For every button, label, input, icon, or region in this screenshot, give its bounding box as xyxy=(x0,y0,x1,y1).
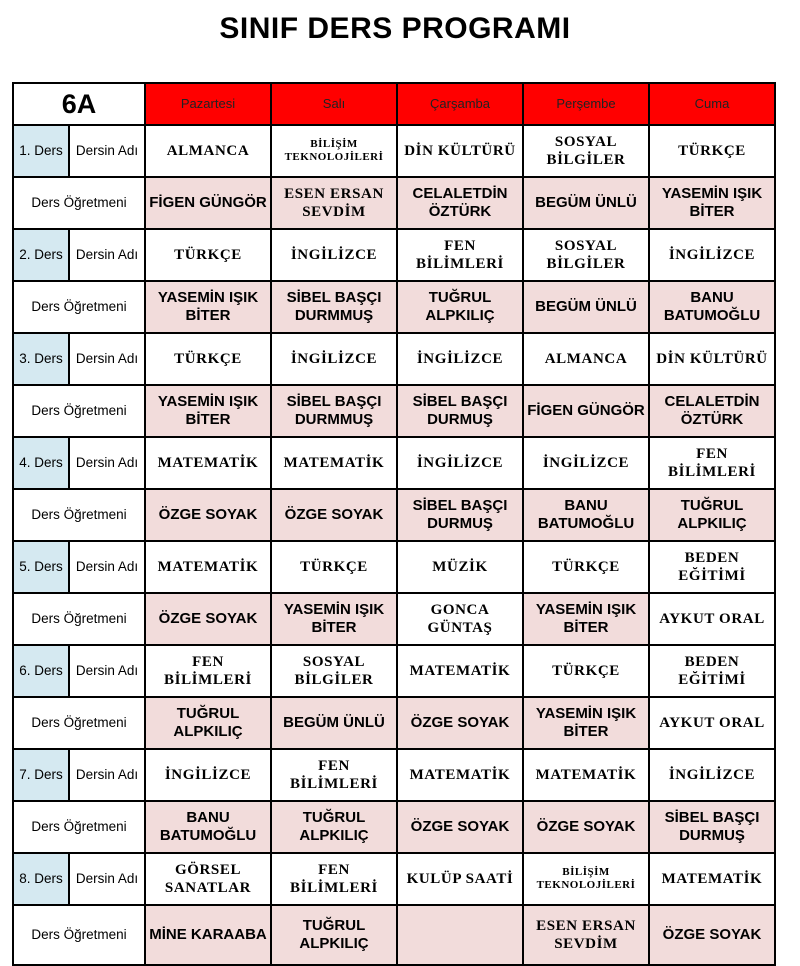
subject-cell: ALMANCA xyxy=(523,333,649,385)
teacher-cell: BEGÜM ÜNLÜ xyxy=(271,697,397,749)
teacher-cell: BANU BATUMOĞLU xyxy=(523,489,649,541)
lesson-number: 8. Ders xyxy=(13,853,69,905)
subject-cell: MATEMATİK xyxy=(649,853,775,905)
teacher-cell: SİBEL BAŞÇI DURMUŞ xyxy=(397,385,523,437)
teacher-cell: BEGÜM ÜNLÜ xyxy=(523,177,649,229)
subject-cell: MATEMATİK xyxy=(397,645,523,697)
day-header-tuesday: Salı xyxy=(271,83,397,125)
teacher-cell: TUĞRUL ALPKILIÇ xyxy=(271,905,397,965)
teacher-cell: ÖZGE SOYAK xyxy=(271,489,397,541)
teacher-cell xyxy=(397,905,523,965)
subject-cell: SOSYAL BİLGİLER xyxy=(271,645,397,697)
lesson-number: 2. Ders xyxy=(13,229,69,281)
lesson-subject-row xyxy=(13,229,775,281)
lesson-subject-row xyxy=(13,541,775,593)
class-name: 6A xyxy=(13,83,145,125)
teacher-cell: SİBEL BAŞÇI DURMMUŞ xyxy=(271,385,397,437)
lesson-number: 3. Ders xyxy=(13,333,69,385)
lesson-teacher-row xyxy=(13,593,775,645)
teacher-cell: FİGEN GÜNGÖR xyxy=(145,177,271,229)
teacher-label: Ders Öğretmeni xyxy=(13,385,145,437)
subject-cell: TÜRKÇE xyxy=(145,229,271,281)
header-row xyxy=(13,83,775,125)
teacher-cell: ÖZGE SOYAK xyxy=(397,801,523,853)
subject-cell: FEN BİLİMLERİ xyxy=(397,229,523,281)
teacher-cell: SİBEL BAŞÇI DURMUŞ xyxy=(649,801,775,853)
teacher-cell: AYKUT ORAL xyxy=(649,593,775,645)
teacher-cell: YASEMİN IŞIK BİTER xyxy=(649,177,775,229)
subject-label: Dersin Adı xyxy=(69,437,145,489)
teacher-cell: ÖZGE SOYAK xyxy=(145,489,271,541)
teacher-label: Ders Öğretmeni xyxy=(13,489,145,541)
lesson-teacher-row xyxy=(13,177,775,229)
lesson-subject-row xyxy=(13,333,775,385)
subject-cell: BİLİŞİM TEKNOLOJİLERİ xyxy=(523,853,649,905)
page-title: SINIF DERS PROGRAMI xyxy=(219,12,571,45)
subject-cell: BEDEN EĞİTİMİ xyxy=(649,541,775,593)
subject-cell: SOSYAL BİLGİLER xyxy=(523,125,649,177)
subject-cell: BEDEN EĞİTİMİ xyxy=(649,645,775,697)
teacher-label: Ders Öğretmeni xyxy=(13,281,145,333)
subject-cell: FEN BİLİMLERİ xyxy=(145,645,271,697)
teacher-cell: ESEN ERSAN SEVDİM xyxy=(271,177,397,229)
subject-label: Dersin Adı xyxy=(69,749,145,801)
teacher-cell: CELALETDİN ÖZTÜRK xyxy=(397,177,523,229)
teacher-label: Ders Öğretmeni xyxy=(13,177,145,229)
teacher-cell: BEGÜM ÜNLÜ xyxy=(523,281,649,333)
subject-cell: MATEMATİK xyxy=(523,749,649,801)
lesson-teacher-row xyxy=(13,801,775,853)
teacher-cell: YASEMİN IŞIK BİTER xyxy=(271,593,397,645)
lesson-subject-row xyxy=(13,437,775,489)
subject-cell: GÖRSEL SANATLAR xyxy=(145,853,271,905)
day-header-wednesday: Çarşamba xyxy=(397,83,523,125)
subject-cell: TÜRKÇE xyxy=(145,333,271,385)
lesson-teacher-row xyxy=(13,489,775,541)
lesson-subject-row xyxy=(13,853,775,905)
subject-cell: İNGİLİZCE xyxy=(523,437,649,489)
subject-cell: TÜRKÇE xyxy=(271,541,397,593)
subject-cell: İNGİLİZCE xyxy=(649,229,775,281)
subject-cell: TÜRKÇE xyxy=(523,645,649,697)
subject-cell: FEN BİLİMLERİ xyxy=(271,853,397,905)
subject-label: Dersin Adı xyxy=(69,333,145,385)
teacher-cell: AYKUT ORAL xyxy=(649,697,775,749)
lesson-number: 6. Ders xyxy=(13,645,69,697)
subject-cell: TÜRKÇE xyxy=(523,541,649,593)
lesson-subject-row xyxy=(13,645,775,697)
teacher-cell: BANU BATUMOĞLU xyxy=(649,281,775,333)
subject-cell: MÜZİK xyxy=(397,541,523,593)
subject-cell: FEN BİLİMLERİ xyxy=(649,437,775,489)
subject-cell: FEN BİLİMLERİ xyxy=(271,749,397,801)
subject-cell: İNGİLİZCE xyxy=(397,333,523,385)
subject-cell: MATEMATİK xyxy=(271,437,397,489)
teacher-cell: BANU BATUMOĞLU xyxy=(145,801,271,853)
teacher-cell: FİGEN GÜNGÖR xyxy=(523,385,649,437)
subject-cell: DİN KÜLTÜRÜ xyxy=(397,125,523,177)
subject-cell: DİN KÜLTÜRÜ xyxy=(649,333,775,385)
lesson-teacher-row xyxy=(13,385,775,437)
lesson-subject-row xyxy=(13,749,775,801)
teacher-cell: ÖZGE SOYAK xyxy=(649,905,775,965)
subject-label: Dersin Adı xyxy=(69,125,145,177)
teacher-cell: TUĞRUL ALPKILIÇ xyxy=(145,697,271,749)
teacher-cell: SİBEL BAŞÇI DURMMUŞ xyxy=(271,281,397,333)
subject-cell: BİLİŞİM TEKNOLOJİLERİ xyxy=(271,125,397,177)
subject-cell: TÜRKÇE xyxy=(649,125,775,177)
teacher-cell: ÖZGE SOYAK xyxy=(523,801,649,853)
lesson-teacher-row xyxy=(13,697,775,749)
lesson-subject-row xyxy=(13,125,775,177)
lesson-number: 1. Ders xyxy=(13,125,69,177)
teacher-cell: ESEN ERSAN SEVDİM xyxy=(523,905,649,965)
day-header-thursday: Perşembe xyxy=(523,83,649,125)
subject-cell: ALMANCA xyxy=(145,125,271,177)
teacher-cell: MİNE KARAABA xyxy=(145,905,271,965)
subject-cell: İNGİLİZCE xyxy=(271,229,397,281)
subject-cell: İNGİLİZCE xyxy=(649,749,775,801)
lesson-number: 4. Ders xyxy=(13,437,69,489)
teacher-cell: YASEMİN IŞIK BİTER xyxy=(145,281,271,333)
teacher-cell: SİBEL BAŞÇI DURMUŞ xyxy=(397,489,523,541)
teacher-cell: YASEMİN IŞIK BİTER xyxy=(145,385,271,437)
teacher-cell: CELALETDİN ÖZTÜRK xyxy=(649,385,775,437)
teacher-label: Ders Öğretmeni xyxy=(13,905,145,965)
teacher-cell: GONCA GÜNTAŞ xyxy=(397,593,523,645)
lesson-number: 7. Ders xyxy=(13,749,69,801)
subject-label: Dersin Adı xyxy=(69,541,145,593)
subject-label: Dersin Adı xyxy=(69,229,145,281)
lesson-number: 5. Ders xyxy=(13,541,69,593)
teacher-cell: YASEMİN IŞIK BİTER xyxy=(523,697,649,749)
schedule-table xyxy=(12,82,776,966)
teacher-label: Ders Öğretmeni xyxy=(13,697,145,749)
subject-cell: MATEMATİK xyxy=(397,749,523,801)
subject-cell: KULÜP SAATİ xyxy=(397,853,523,905)
subject-cell: SOSYAL BİLGİLER xyxy=(523,229,649,281)
lesson-teacher-row xyxy=(13,281,775,333)
subject-cell: MATEMATİK xyxy=(145,541,271,593)
teacher-label: Ders Öğretmeni xyxy=(13,593,145,645)
subject-cell: İNGİLİZCE xyxy=(271,333,397,385)
lesson-teacher-row xyxy=(13,905,775,965)
subject-cell: İNGİLİZCE xyxy=(397,437,523,489)
subject-label: Dersin Adı xyxy=(69,853,145,905)
teacher-label: Ders Öğretmeni xyxy=(13,801,145,853)
teacher-cell: TUĞRUL ALPKILIÇ xyxy=(271,801,397,853)
teacher-cell: ÖZGE SOYAK xyxy=(145,593,271,645)
teacher-cell: ÖZGE SOYAK xyxy=(397,697,523,749)
teacher-cell: YASEMİN IŞIK BİTER xyxy=(523,593,649,645)
subject-cell: İNGİLİZCE xyxy=(145,749,271,801)
teacher-cell: TUĞRUL ALPKILIÇ xyxy=(649,489,775,541)
day-header-monday: Pazartesi xyxy=(145,83,271,125)
teacher-cell: TUĞRUL ALPKILIÇ xyxy=(397,281,523,333)
subject-label: Dersin Adı xyxy=(69,645,145,697)
day-header-friday: Cuma xyxy=(649,83,775,125)
subject-cell: MATEMATİK xyxy=(145,437,271,489)
